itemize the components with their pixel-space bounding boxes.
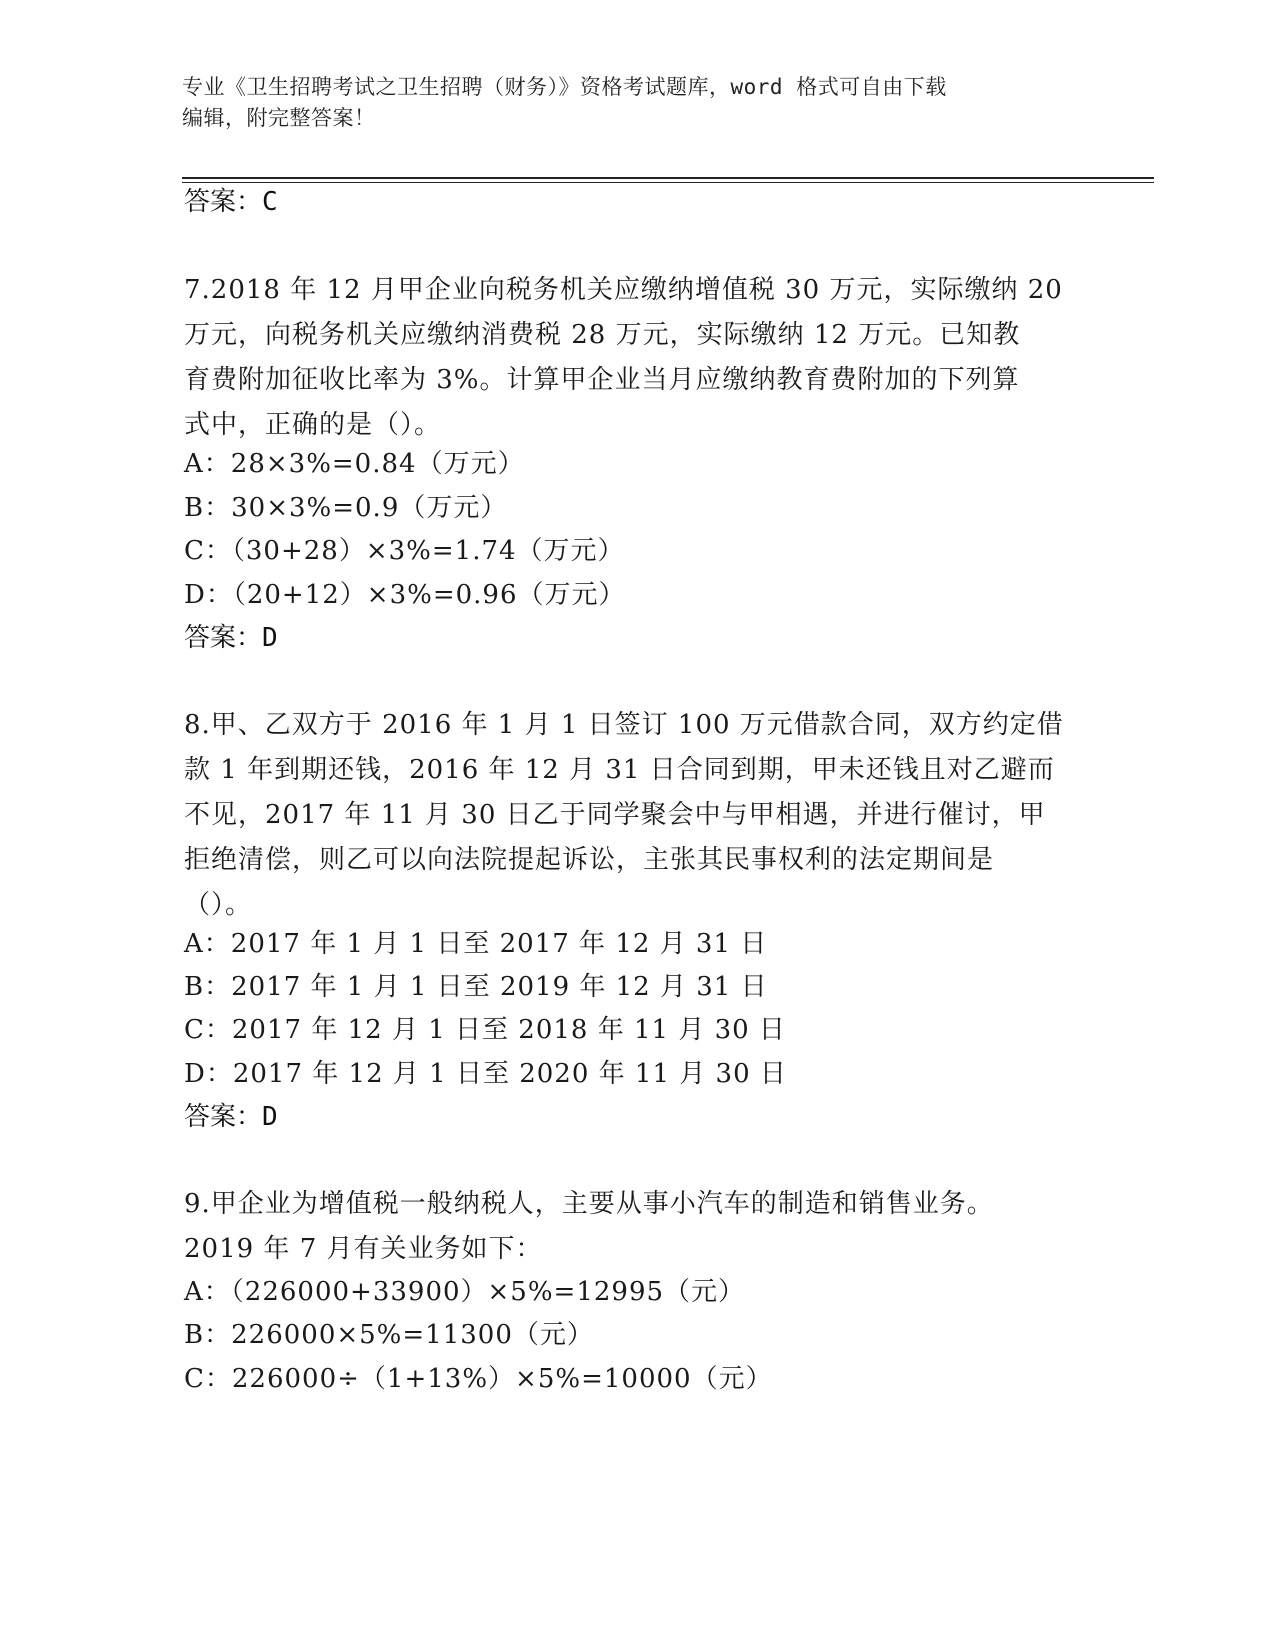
question-7-option-d: D：（20+12）×3%=0.96（万元）	[184, 580, 626, 610]
stem-line: 拒绝清偿，则乙可以向法院提起诉讼，主张其民事权利的法定期间是	[184, 845, 995, 875]
question-9-option-c: C：226000÷（1+13%）×5%=10000（元）	[184, 1364, 773, 1394]
document-header	[182, 72, 1062, 134]
stem-line: 式中，正确的是（）。	[184, 410, 442, 440]
stem-line: 9.甲企业为增值税一般纳税人，主要从事小汽车的制造和销售业务。	[184, 1189, 994, 1219]
stem-line: 育费附加征收比率为 3%。计算甲企业当月应缴纳教育费附加的下列算	[184, 365, 1020, 395]
stem-line: 不见，2017 年 11 月 30 日乙于同学聚会中与甲相遇，并进行催讨，甲	[184, 800, 1046, 830]
question-7-stem	[184, 268, 1064, 448]
question-7-option-b: B：30×3%=0.9（万元）	[184, 493, 508, 523]
question-8-answer: 答案：D	[184, 1102, 278, 1132]
question-8-option-b: B：2017 年 1 月 1 日至 2019 年 12 月 31 日	[184, 972, 768, 1002]
stem-line: 2019 年 7 月有关业务如下：	[184, 1234, 543, 1264]
stem-line: 8.甲、乙双方于 2016 年 1 月 1 日签订 100 万元借款合同，双方约定借	[184, 710, 1064, 740]
stem-line: 款 1 年到期还钱，2016 年 12 月 31 日合同到期，甲未还钱且对乙避而	[184, 755, 1055, 785]
header-line-2: 编辑，附完整答案！	[182, 106, 376, 130]
question-7-option-c: C：（30+28）×3%=1.74（万元）	[184, 536, 625, 566]
question-8-stem	[184, 703, 1064, 928]
question-7-option-a: A：28×3%=0.84（万元）	[184, 449, 525, 479]
question-7-answer: 答案：D	[184, 623, 278, 653]
question-9-option-a: A：（226000+33900）×5%=12995（元）	[184, 1277, 746, 1307]
stem-line: 万元，向税务机关应缴纳消费税 28 万元，实际缴纳 12 万元。已知教	[184, 320, 1021, 350]
previous-answer: 答案：C	[184, 187, 278, 217]
header-line-1: 专业《卫生招聘考试之卫生招聘（财务）》资格考试题库，word 格式可自由下载	[182, 75, 947, 99]
question-8-option-c: C：2017 年 12 月 1 日至 2018 年 11 月 30 日	[184, 1015, 786, 1045]
question-9-stem	[184, 1182, 1064, 1272]
question-8-option-d: D：2017 年 12 月 1 日至 2020 年 11 月 30 日	[184, 1059, 787, 1089]
stem-line: 7.2018 年 12 月甲企业向税务机关应缴纳增值税 30 万元，实际缴纳 20	[184, 275, 1063, 305]
header-divider-thick	[182, 177, 1154, 179]
header-divider-thin	[182, 182, 1154, 183]
stem-line: （）。	[184, 890, 253, 920]
question-9-option-b: B：226000×5%=11300（元）	[184, 1320, 594, 1350]
question-8-option-a: A：2017 年 1 月 1 日至 2017 年 12 月 31 日	[184, 929, 768, 959]
